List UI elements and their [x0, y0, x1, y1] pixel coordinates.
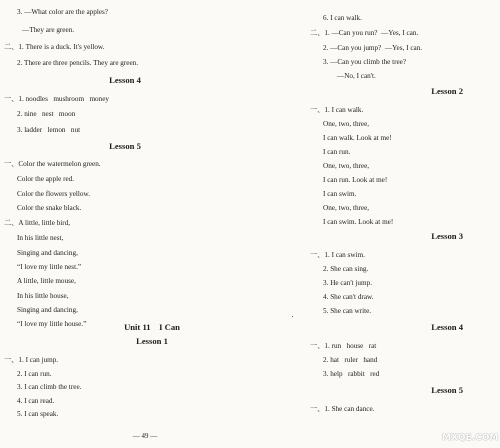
section-heading: Unit 11 I Can — [124, 322, 180, 332]
answer-line: 3. help rabbit red — [323, 370, 380, 378]
page-number: — 49 — — [132, 432, 158, 440]
answer-line: I can walk. Look at me! — [323, 134, 392, 142]
section-heading: Lesson 1 — [136, 336, 168, 346]
section-heading: Lesson 5 — [431, 385, 463, 395]
answer-line: 2. hat ruler hand — [323, 356, 378, 364]
answer-line: 5. I can speak. — [17, 410, 59, 418]
answer-line: In his little house, — [17, 292, 69, 300]
answer-line: 3. ladder lemon nut — [17, 126, 81, 134]
answer-line: Color the flowers yellow. — [17, 190, 90, 198]
answer-line: 4. I can read. — [17, 397, 55, 405]
answer-line: I can swim. — [323, 190, 357, 198]
answer-line: 3. —Can you climb the tree? — [323, 58, 407, 66]
answer-line: 一、1. I can swim. — [310, 251, 365, 259]
section-heading: Lesson 3 — [431, 231, 463, 241]
answer-line: Singing and dancing, — [17, 249, 78, 257]
section-heading: Lesson 5 — [109, 141, 141, 151]
answer-line: 二、A little, little bird, — [4, 219, 71, 227]
answer-line: 一、1. noodles mushroom money — [4, 95, 110, 103]
answer-line: A little, little mouse, — [17, 277, 76, 285]
answer-line: I can run. — [323, 148, 351, 156]
answer-line: 2. —Can you jump? —Yes, I can. — [323, 44, 423, 52]
answer-line: —They are green. — [22, 26, 75, 34]
answer-line: 3. —What color are the apples? — [17, 8, 109, 16]
answer-line: 二、1. There is a duck. It's yellow. — [4, 43, 105, 51]
answer-line: 一、1. I can jump. — [4, 356, 59, 364]
section-heading: Lesson 4 — [431, 322, 463, 332]
answer-line: 2. She can sing. — [323, 265, 369, 273]
answer-line: 2. There are three pencils. They are green. — [17, 59, 139, 67]
answer-line: Singing and dancing, — [17, 306, 78, 314]
section-heading: Lesson 4 — [109, 75, 141, 85]
answer-line: Color the apple red. — [17, 175, 75, 183]
answer-line: One, two, three, — [323, 204, 370, 212]
answer-line: 二、1. —Can you run? —Yes, I can. — [310, 29, 419, 37]
watermark-logo: MXQE.COM — [442, 433, 499, 443]
answer-line: 2. nine nest moon — [17, 110, 76, 118]
answer-line: 一、Color the watermelon green. — [4, 160, 101, 168]
answer-line: I can swim. Look at me! — [323, 218, 394, 226]
answer-line: One, two, three, — [323, 120, 370, 128]
answer-line: “I love my little house.” — [17, 320, 87, 328]
answer-line: “I love my little nest.” — [17, 263, 82, 271]
answer-line: 3. He can't jump. — [323, 279, 372, 287]
answer-line: 4. She can't draw. — [323, 293, 374, 301]
section-heading: Lesson 2 — [431, 86, 463, 96]
answer-line: 5. She can write. — [323, 307, 372, 315]
answer-line: Color the snake black. — [17, 204, 82, 212]
answer-line: 一、1. I can walk. — [310, 106, 364, 114]
answer-line: One, two, three, — [323, 162, 370, 170]
answer-line: I can run. Look at me! — [323, 176, 388, 184]
answer-line: 2. I can run. — [17, 370, 52, 378]
answer-line: —No, I can't. — [337, 72, 376, 80]
answer-line: In his little nest, — [17, 234, 64, 242]
answer-line: 6. I can walk. — [323, 14, 362, 22]
print-speck — [292, 316, 293, 317]
answer-line: 3. I can climb the tree. — [17, 383, 82, 391]
answer-line: 一、1. run house rat — [310, 342, 377, 350]
answer-line: 一、1. She can dance. — [310, 405, 375, 413]
